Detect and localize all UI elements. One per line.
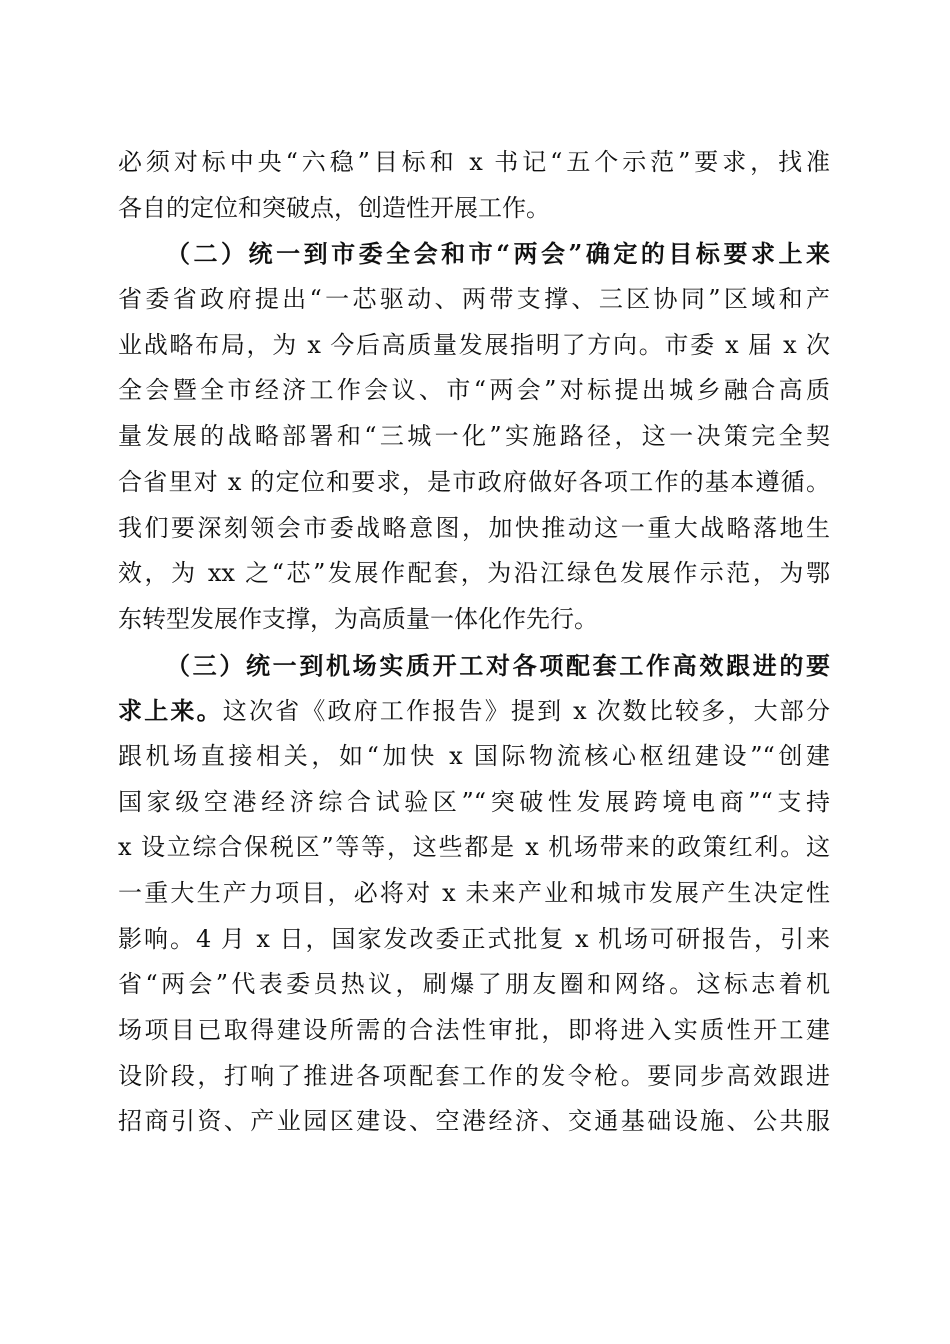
text-line: 我们要深刻领会市委战略意图，加快推动这一重大战略落地生 <box>118 513 830 542</box>
text-line: 省“两会”代表委员热议，刷爆了朋友圈和网络。这标志着机 <box>118 970 830 999</box>
text-line: 业战略布局，为 x 今后高质量发展指明了方向。市委 x 届 x 次 <box>118 330 830 359</box>
body-text <box>118 140 830 1145</box>
text-line: x 设立综合保税区”等等，这些都是 x 机场带来的政策红利。这 <box>118 833 830 862</box>
text-line: 效，为 xx 之“芯”发展作配套，为沿江绿色发展作示范，为鄂 <box>118 559 830 588</box>
section-heading-2: （二）统一到市委全会和市“两会”确定的目标要求上来 <box>166 239 830 269</box>
text-line: 一重大生产力项目，必将对 x 未来产业和城市发展产生决定性 <box>118 879 830 907</box>
text-line: 各自的定位和突破点，创造性开展工作。 <box>118 193 550 222</box>
text-line: 设阶段，打响了推进各项配套工作的发令枪。要同步高效跟进 <box>118 1061 830 1090</box>
text-line: 跟机场直接相关，如“加快 x 国际物流核心枢纽建设”“创建 <box>118 741 830 770</box>
text-line: 合省里对 x 的定位和要求，是市政府做好各项工作的基本遵循。 <box>118 467 830 496</box>
text-line: 东转型发展作支撑，为高质量一体化作先行。 <box>118 604 598 633</box>
text-line: 必须对标中央“六稳”目标和 x 书记“五个示范”要求，找准 <box>118 148 830 176</box>
text-line: 场项目已取得建设所需的合法性审批，即将进入实质性开工建 <box>118 1016 830 1045</box>
text-line: 影响。4 月 x 日，国家发改委正式批复 x 机场可研报告，引来 <box>118 924 830 953</box>
text-line: 招商引资、产业园区建设、空港经济、交通基础设施、公共服 <box>118 1107 830 1136</box>
text-line: 国家级空港经济综合试验区”“突破性发展跨境电商”“支持 <box>118 787 830 816</box>
text-line <box>118 688 830 734</box>
text-line: 全会暨全市经济工作会议、市“两会”对标提出城乡融合高质 <box>118 376 830 405</box>
text-line: 量发展的战略部署和“三城一化”实施路径，这一决策完全契 <box>118 422 830 451</box>
text-run: 这次省《政府工作报告》提到 x 次数比较多，大部分 <box>222 697 831 726</box>
text-line: 省委省政府提出“一芯驱动、两带支撑、三区协同”区域和产 <box>118 285 830 314</box>
section-heading-3-end: 求上来。 <box>118 696 223 726</box>
section-heading-3: （三）统一到机场实质开工对各项配套工作高效跟进的要 <box>166 650 830 680</box>
